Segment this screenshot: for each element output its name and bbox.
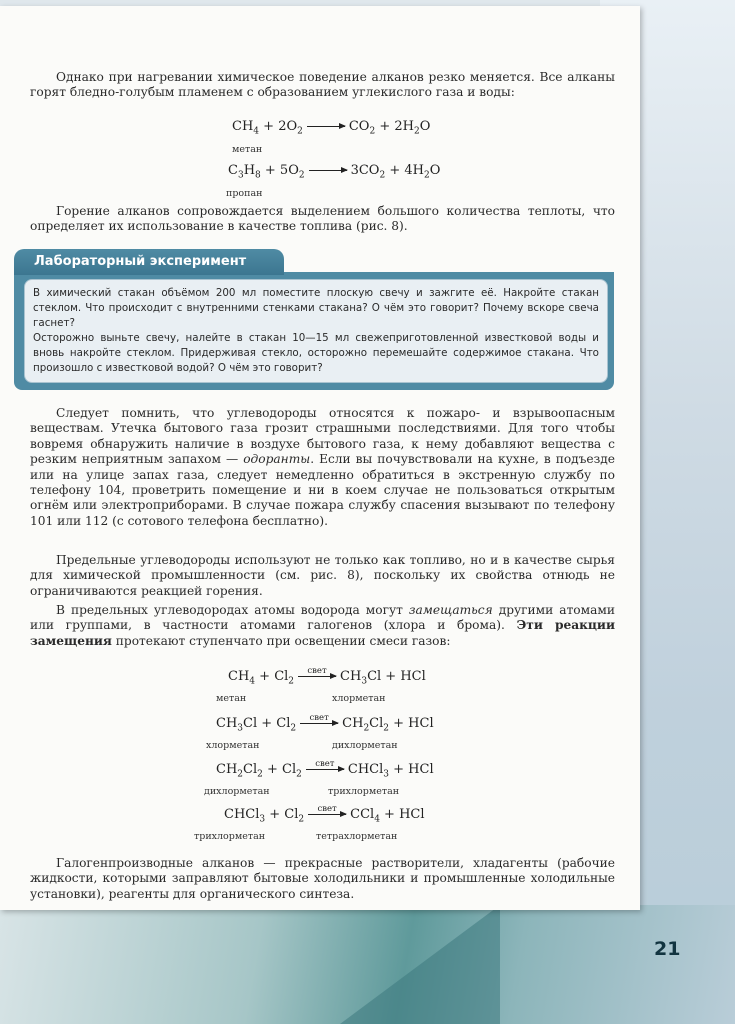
label-tetrachloromethane: тетрахлорметан bbox=[316, 831, 398, 842]
paragraph-halogen-derivatives: Галогенпроизводные алканов — прекрасные растворители, хладагенты (рабочие жидкости, которыми заправляют бытовые холодильники и промышленные холодильные установки), реагенты для органического синтеза. bbox=[30, 856, 615, 901]
label-methane-2: метан bbox=[216, 693, 247, 704]
lab-title: Лабораторный эксперимент bbox=[14, 249, 284, 275]
equation-substitution-4: CHCl$_3$ + $Cl_2$ свет CCl$_4$ + HCl bbox=[224, 804, 425, 825]
label-chloromethane-2: хлорметан bbox=[206, 740, 260, 751]
paragraph-combustion-heat: Горение алканов сопровождается выделением большого количества теплоты, что определяет их использование в качестве топлива (рис. 8). bbox=[30, 204, 615, 234]
label-methane: метан bbox=[232, 144, 263, 155]
label-chloromethane: хлорметан bbox=[332, 693, 386, 704]
reaction-arrow-light: свет bbox=[300, 723, 338, 724]
equation-substitution-1: $CH_4 + Cl_2$ свет $CH_3Cl$ + HCl bbox=[228, 666, 426, 687]
reaction-arrow-light: свет bbox=[308, 814, 346, 815]
textbook-page bbox=[0, 6, 640, 910]
reaction-arrow bbox=[307, 126, 345, 127]
label-dichloromethane-2: дихлорметан bbox=[204, 786, 270, 797]
equation-propane-combustion: $C_3H_8 + 5O_2$ $3CO_2 + 4H_2O$ bbox=[228, 163, 441, 181]
paragraph-substitution: В предельных углеводородах атомы водорода могут замещаться другими атомами или группами, в частности атомами галогенов (хлора и брома). Эти реакции замещения протекают ступенчато при освещении смеси газов: bbox=[30, 603, 615, 648]
label-dichloromethane: дихлорметан bbox=[332, 740, 398, 751]
reaction-arrow bbox=[309, 170, 347, 171]
reaction-arrow-light: свет bbox=[298, 676, 336, 677]
equation-substitution-3: $CH_2Cl_2 + Cl_2$ свет CHCl$_3$ + HCl bbox=[216, 759, 434, 780]
paragraph-intro: Однако при нагревании химическое поведение алканов резко меняется. Все алканы горят бледно-голубым пламенем с образованием углекислого газа и воды: bbox=[30, 70, 615, 100]
label-trichloromethane: трихлорметан bbox=[328, 786, 400, 797]
lab-instructions bbox=[24, 279, 608, 383]
page-number: 21 bbox=[654, 938, 681, 960]
reaction-arrow-light: свет bbox=[306, 769, 344, 770]
paragraph-gas-safety: Следует помнить, что углеводороды относятся к пожаро- и взрывоопасным веществам. Утечка бытового газа грозит страшными последствиями. Для того чтобы вовремя обнаружить наличие в воздухе бытового газа, к нему добавляют вещества с резким неприятным запахом — одоранты. Если вы почувствовали на кухне, в подъезде или на улице запах газа, следует немедленно обратиться в экстренную службу по телефону 104, проветрить помещение и ни в коем случае не пользоваться открытым огнём или электроприборами. В случае пожара службу спасения вызывают по телефону 101 или 112 (с сотового телефона бесплатно). bbox=[30, 406, 615, 528]
equation-methane-combustion: $CH_4 + 2O_2$ $CO_2 + 2H_2O$ bbox=[232, 119, 431, 137]
equation-substitution-2: $CH_3Cl + Cl_2$ свет $CH_2Cl_2$ + HCl bbox=[216, 713, 434, 734]
label-propane: пропан bbox=[226, 188, 263, 199]
paragraph-raw-material: Предельные углеводороды используют не только как топливо, но и в качестве сырья для химической промышленности (см. рис. 8), поскольку их свойства отнюдь не ограничиваются реакцией горения. bbox=[30, 553, 615, 598]
lab-text-1: В химический стакан объёмом 200 мл поместите плоскую свечу и зажгите её. Накройте стакан стеклом. Что происходит с внутренними стенками стакана? О чём это говорит? Почему вскоре свеча гаснет? bbox=[33, 287, 599, 329]
background-triangle bbox=[340, 905, 500, 1024]
label-trichloromethane-2: трихлорметан bbox=[194, 831, 266, 842]
lab-text-2: Осторожно выньте свечу, налейте в стакан 10—15 мл свежеприготовленной известковой воды и вновь накройте стеклом. Придерживая стекло, осторожно перемешайте содержимое стакана. Что произошло с известковой водой? О чём это говорит? bbox=[33, 332, 599, 374]
